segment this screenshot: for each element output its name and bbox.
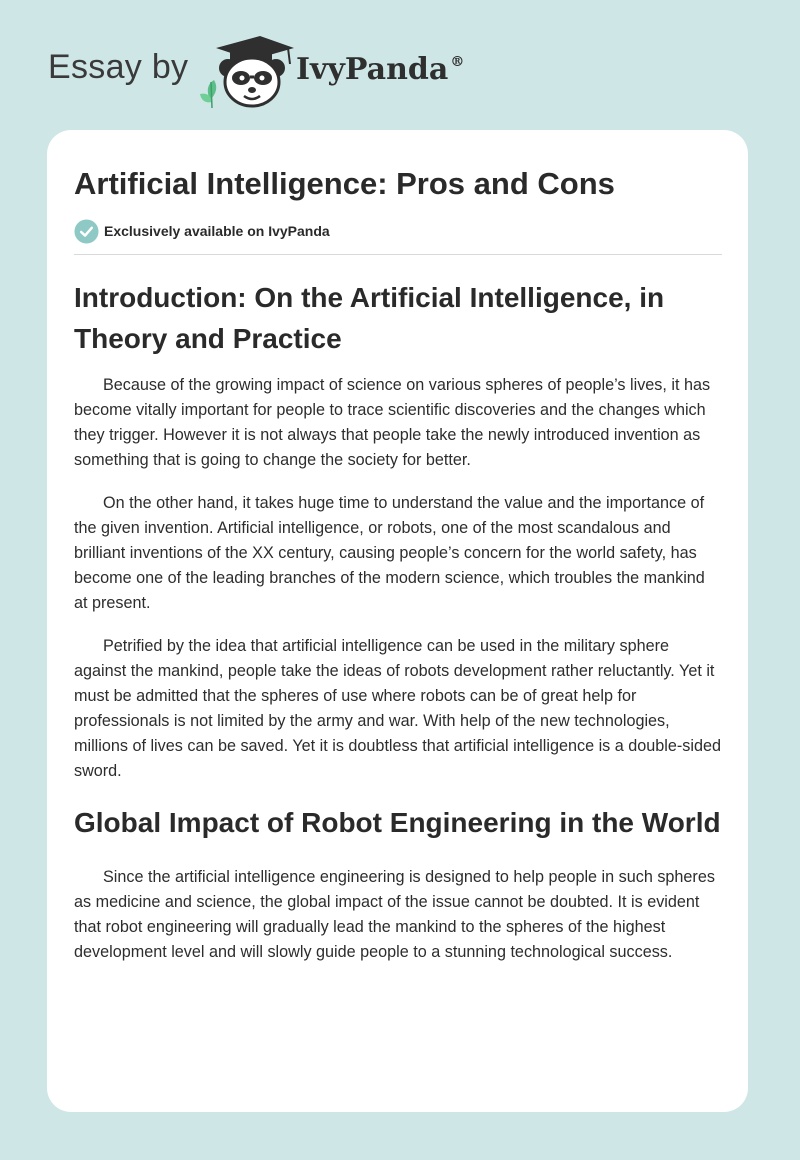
paragraph: Since the artificial intelligence engineering is designed to help people in such spheres as medicine and science, the global impact of the issue cannot be doubted. It is evident that robot engineering will gradually lead the mankind to the spheres of the highest development level and will slowly guide people to a stunning technological success.: [74, 868, 715, 961]
ivypanda-logo-text[interactable]: IvyPanda ®: [296, 52, 465, 87]
exclusive-badge: [74, 218, 722, 244]
paragraph: Because of the growing impact of science on various spheres of people’s lives, it has become vitally important for people to trace scientific discoveries and the changes which they trigger. However it is not always that people take the newly introduced invention as something that is going to change the society for better.: [74, 376, 711, 469]
title-divider: [74, 254, 722, 255]
check-circle-icon: [74, 219, 99, 244]
paragraph: On the other hand, it takes huge time to understand the value and the importance of the given invention. Artificial intelligence, or robots, one of the most scandalous and brilliant inventions of the XX century, causing people’s concern for the world safety, has become one of the leading branches of the modern science, which troubles the mankind at present.: [74, 494, 705, 612]
essay-by-label: Essay by: [48, 48, 189, 86]
paragraph: Petrified by the idea that artificial intelligence can be used in the military sphere against the mankind, people take the ideas of robots development rather reluctantly. Yet it must be admitted that the spheres of use where robots can be of great help for professionals is not limited by the army and war. With help of the new technologies, millions of lives can be saved. Yet it is doubtless that artificial intelligence is a double-sided sword.: [74, 637, 721, 780]
section-global-impact: [74, 802, 722, 965]
section-heading: Global Impact of Robot Engineering in the World: [74, 807, 721, 838]
exclusive-badge-text: Exclusively available on IvyPanda: [104, 223, 330, 239]
section-introduction: [74, 277, 722, 784]
site-header: [48, 30, 508, 110]
section-heading: Introduction: On the Artificial Intelligence, in Theory and Practice: [74, 282, 665, 354]
panda-graduate-icon[interactable]: [198, 30, 298, 110]
article-title: Artificial Intelligence: Pros and Cons: [74, 166, 615, 201]
article-card: [47, 130, 748, 1112]
